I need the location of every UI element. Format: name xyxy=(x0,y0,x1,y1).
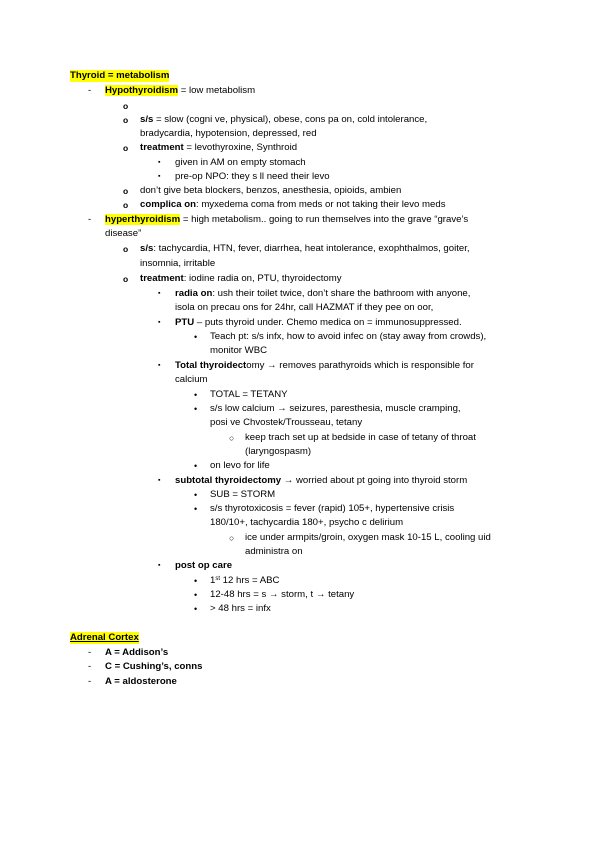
trach-setup-2: (laryngospasm) xyxy=(245,446,312,457)
ptu-teach: Teach pt: s/s infx, how to avoid infec on (stay away from crowds), xyxy=(210,331,487,342)
ice-cooling-2: administra on xyxy=(245,546,303,557)
radiation-line xyxy=(175,288,470,300)
hypo-complication-line xyxy=(140,199,446,211)
hypo-treatment-label: treatment xyxy=(140,142,184,153)
hyper-treatment-text: : iodine radia on, PTU, thyroidectomy xyxy=(183,273,342,284)
hyper-treatment-label: treatment xyxy=(140,273,184,284)
bullet-marker: • xyxy=(194,490,198,500)
square-marker: ▪ xyxy=(158,159,161,166)
hypo-complication-text: : myxedema coma from meds or not taking their levo meds xyxy=(195,199,446,210)
thyroid-heading: Thyroid = metabolism xyxy=(70,70,170,81)
post-op-1-pre: 1 xyxy=(210,575,216,586)
hyperthyroidism-desc: = high metabolism.. going to run themselves into the grave “grave’s xyxy=(180,214,469,225)
bullet-marker: • xyxy=(194,604,198,614)
adrenal-heading-b: Cortex xyxy=(108,632,139,643)
hyperthyroidism-desc-2: disease” xyxy=(105,228,142,239)
hypothyroidism-label: Hypothyroidism xyxy=(105,85,179,96)
radiation-text: : ush their toilet twice, don’t share the bathroom with anyone, xyxy=(212,288,471,299)
radiation-label: radia on xyxy=(175,288,213,299)
circle-marker: o xyxy=(123,244,129,254)
circle-marker: o xyxy=(123,101,129,111)
sub-storm: SUB = STORM xyxy=(210,489,276,500)
ice-cooling: ice under armpits/groin, oxygen mask 10-15 L, cooling uid xyxy=(245,532,491,543)
post-op-item-1 xyxy=(210,575,279,587)
bullet-marker: • xyxy=(194,390,198,400)
ptu-label: PTU xyxy=(175,317,195,328)
post-op-item-2: 12-48 hrs = s → storm, t → tetany xyxy=(210,589,355,600)
total-thyroidectomy-text: omy → removes parathyroids which is responsible for xyxy=(246,360,474,371)
square-marker: ▪ xyxy=(158,319,161,326)
total-thyroidectomy-text-2: calcium xyxy=(175,374,208,385)
square-marker: ▪ xyxy=(158,362,161,369)
bullet-marker: • xyxy=(194,404,198,414)
hypo-treatment-text: = levothyroxine, Synthroid xyxy=(183,142,298,153)
hyper-treatment-line xyxy=(140,273,342,285)
hollow-circle-marker: ○ xyxy=(229,433,235,443)
hypo-complication-label: complica on xyxy=(140,199,196,210)
hyper-ss-text: : tachycardia, HTN, fever, diarrhea, heat intolerance, exophthalmos, goiter, xyxy=(153,243,470,254)
circle-marker: o xyxy=(123,143,129,153)
post-op-1-sup: st xyxy=(215,576,221,582)
subtotal-line xyxy=(175,475,467,487)
bullet-marker: • xyxy=(194,332,198,342)
hollow-circle-marker: ○ xyxy=(229,533,235,543)
circle-marker: o xyxy=(123,186,129,196)
hypothyroidism-line xyxy=(105,85,255,97)
square-marker: ▪ xyxy=(158,477,161,484)
total-thyroidectomy-line xyxy=(175,360,474,372)
ptu-text: – puts thyroid under. Chemo medica on = immunosuppressed. xyxy=(194,317,462,328)
subtotal-label: subtotal thyroidectomy xyxy=(175,475,282,486)
post-op-item-3: > 48 hrs = infx xyxy=(210,603,271,614)
thyrotoxicosis-2: 180/10+, tachycardia 180+, psycho c delirium xyxy=(210,517,404,528)
bullet-marker: • xyxy=(194,504,198,514)
square-marker: ▪ xyxy=(158,290,161,297)
post-op-1-post: 12 hrs = ABC xyxy=(220,575,280,586)
dash-marker: - xyxy=(88,214,92,225)
hypo-treatment-item: given in AM on empty stomach xyxy=(175,157,306,168)
dash-marker: - xyxy=(88,676,92,687)
levo-for-life: on levo for life xyxy=(210,460,270,471)
hypo-treatment-line xyxy=(140,142,297,154)
hyper-ss-label: s/s xyxy=(140,243,154,254)
hypothyroidism-desc: = low metabolism xyxy=(178,85,256,96)
hyper-ss-line xyxy=(140,243,470,255)
hypo-ss-label: s/s xyxy=(140,114,154,125)
adrenal-heading-a: Adrenal xyxy=(70,632,109,643)
dash-marker: - xyxy=(88,647,92,658)
post-op-label: post op care xyxy=(175,560,233,571)
hyper-ss-text-2: insomnia, irritable xyxy=(140,258,216,269)
total-thyroidectomy-label: Total thyroidect xyxy=(175,360,247,371)
adrenal-item: A = aldosterone xyxy=(105,676,177,687)
low-calcium-2: posi ve Chvostek/Trousseau, tetany xyxy=(210,417,363,428)
hypo-dont-give: don’t give beta blockers, benzos, anesthesia, opioids, ambien xyxy=(140,185,402,196)
adrenal-heading xyxy=(70,632,139,644)
bullet-marker: • xyxy=(194,576,198,586)
circle-marker: o xyxy=(123,115,129,125)
ptu-line xyxy=(175,317,462,329)
bullet-marker: • xyxy=(194,590,198,600)
square-marker: ▪ xyxy=(158,173,161,180)
adrenal-item: A = Addison’s xyxy=(105,647,169,658)
hyperthyroidism-label: hyperthyroidism xyxy=(105,214,181,225)
subtotal-text: → worried about pt going into thyroid storm xyxy=(281,475,468,486)
dash-marker: - xyxy=(88,85,92,96)
radiation-text-2: isola on precau ons for 24hr, call HAZMAT if they pee on oor, xyxy=(175,302,434,313)
dash-marker: - xyxy=(88,661,92,672)
trach-setup: keep trach set up at bedside in case of tetany of throat xyxy=(245,432,476,443)
thyrotoxicosis: s/s thyrotoxicosis = fever (rapid) 105+, hypertensive crisis xyxy=(210,503,455,514)
hyperthyroidism-line xyxy=(105,214,468,226)
low-calcium: s/s low calcium → seizures, paresthesia, muscle cramping, xyxy=(210,403,461,414)
square-marker: ▪ xyxy=(158,562,161,569)
circle-marker: o xyxy=(123,274,129,284)
hypo-treatment-item: pre-op NPO: they s ll need their levo xyxy=(175,171,330,182)
adrenal-item: C = Cushing’s, conns xyxy=(105,661,203,672)
hypo-ss-text-2: bradycardia, hypotension, depressed, red xyxy=(140,128,317,139)
ptu-teach-2: monitor WBC xyxy=(210,345,268,356)
circle-marker: o xyxy=(123,200,129,210)
hypo-ss-line xyxy=(140,114,427,126)
total-tetany: TOTAL = TETANY xyxy=(210,389,288,400)
bullet-marker: • xyxy=(194,461,198,471)
hypo-ss-text: = slow (cogni ve, physical), obese, cons pa on, cold intolerance, xyxy=(153,114,428,125)
